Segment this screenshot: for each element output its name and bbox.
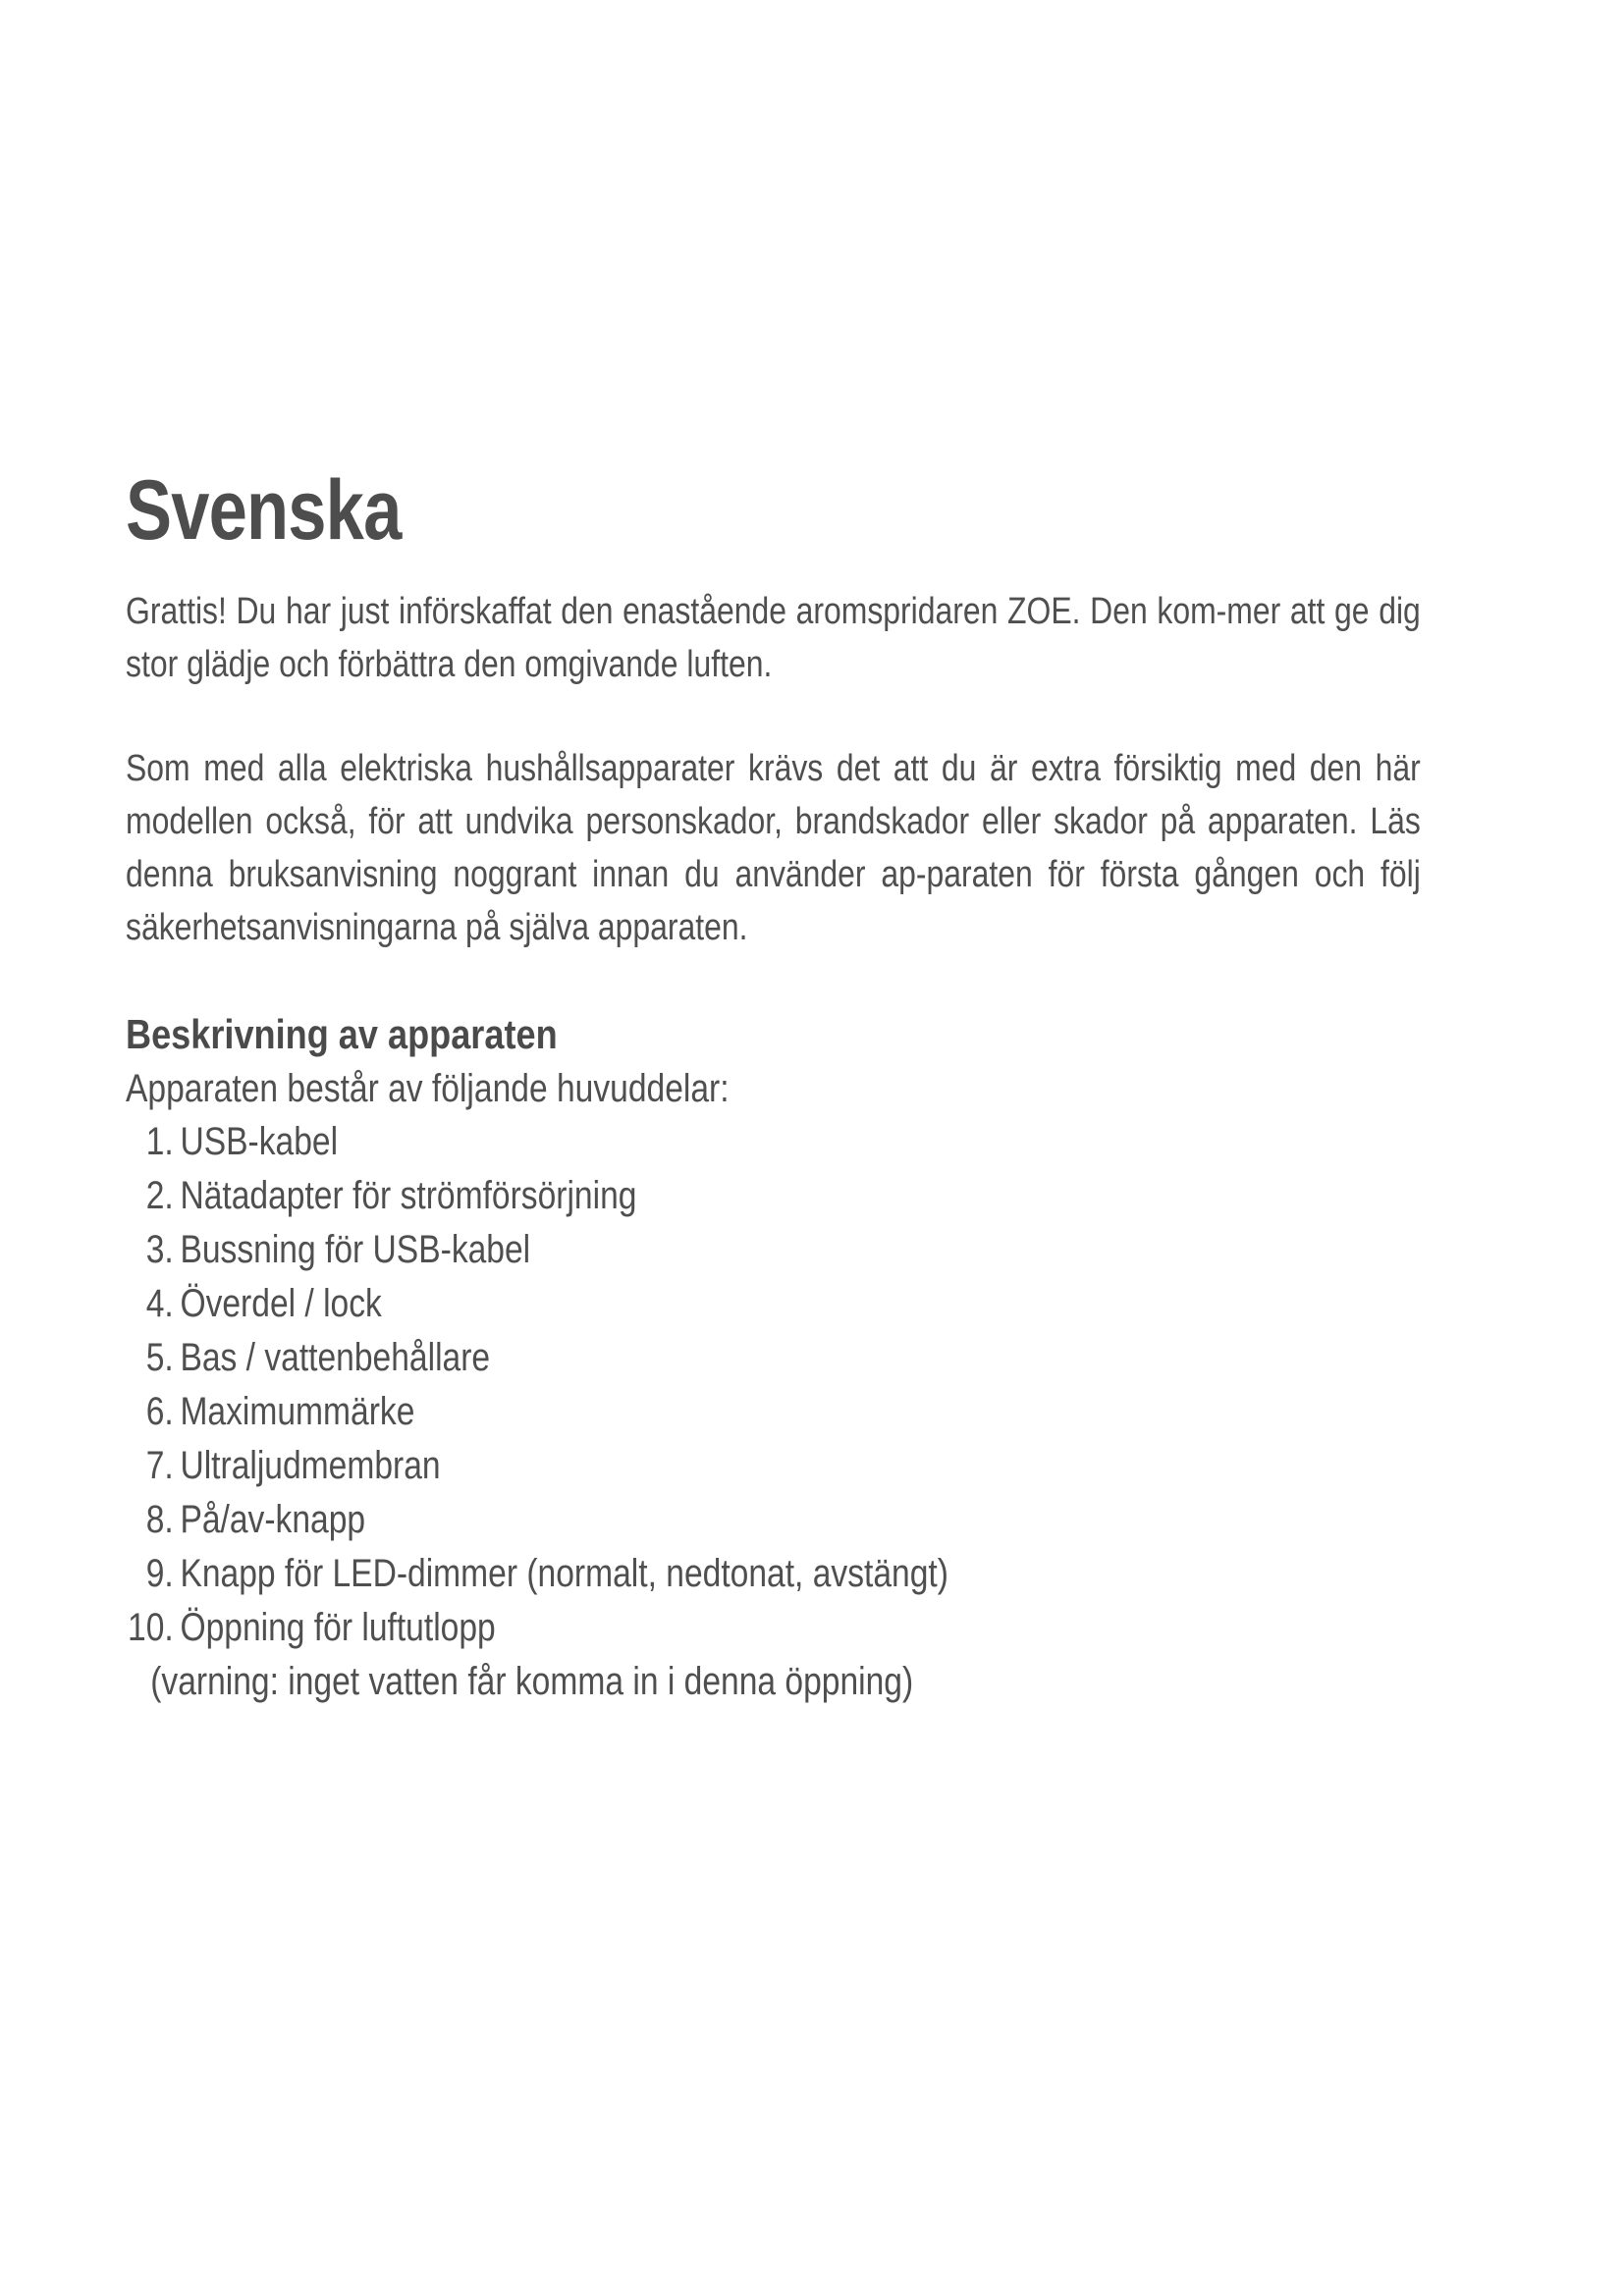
- list-item-number: 8.: [145, 1498, 174, 1541]
- page-title: Svenska: [126, 463, 402, 558]
- safety-paragraph: Som med alla elektriska hushållsapparater krävs det att du är extra försiktig med den här modellen också, för att undvika personskador, brandskador eller skador på apparaten. Läs denna bruksanvisning noggrant innan du använder ap-paraten för första gången och följ säkerhetsanvisningarna på själva apparaten.: [126, 748, 1421, 948]
- list-item: [126, 1169, 1215, 1223]
- list-item-label: Ultraljudmembran: [180, 1444, 441, 1487]
- list-item-label: Maximummärke: [180, 1390, 415, 1433]
- list-item-label: Bussning för USB-kabel: [180, 1228, 531, 1271]
- list-item-number: 7.: [145, 1444, 174, 1487]
- list-item-number: 10.: [128, 1606, 174, 1649]
- list-item-number: 9.: [145, 1552, 174, 1595]
- list-item: [126, 1277, 1215, 1331]
- list-item-number: 6.: [145, 1390, 174, 1433]
- section-heading: Beskrivning av apparaten: [126, 1011, 558, 1057]
- list-item-number: 2.: [145, 1174, 174, 1217]
- list-item-label: Öppning för luftutlopp: [180, 1606, 496, 1649]
- list-item-label: Nätadapter för strömförsörjning: [180, 1174, 637, 1217]
- list-item: [126, 1601, 1215, 1709]
- document-page: [126, 461, 1422, 1709]
- list-item: [126, 1223, 1215, 1277]
- list-item-number: 3.: [145, 1228, 174, 1271]
- section-intro: Apparaten består av följande huvuddelar:: [126, 1067, 730, 1110]
- list-item-number: 4.: [145, 1282, 174, 1325]
- list-item: [126, 1547, 1215, 1601]
- list-item: [126, 1331, 1215, 1385]
- list-item: [126, 1385, 1215, 1439]
- parts-list: [126, 1115, 1422, 1709]
- list-item-label: På/av-knapp: [180, 1498, 366, 1541]
- list-item: [126, 1493, 1215, 1547]
- list-item: [126, 1115, 1215, 1169]
- intro-paragraph: Grattis! Du har just införskaffat den enastående aromspridaren ZOE. Den kom-mer att ge dig stor glädje och förbättra den omgivande luften.: [126, 591, 1421, 685]
- list-item-note: (varning: inget vatten får komma in i denna öppning): [150, 1660, 914, 1703]
- list-item-label: Överdel / lock: [180, 1282, 382, 1325]
- list-item-label: USB-kabel: [180, 1120, 339, 1163]
- list-item: [126, 1439, 1215, 1493]
- list-item-label: Bas / vattenbehållare: [180, 1336, 491, 1379]
- list-item-label: Knapp för LED-dimmer (normalt, nedtonat, avstängt): [180, 1552, 948, 1595]
- list-item-number: 1.: [145, 1120, 174, 1163]
- list-item-number: 5.: [145, 1336, 174, 1379]
